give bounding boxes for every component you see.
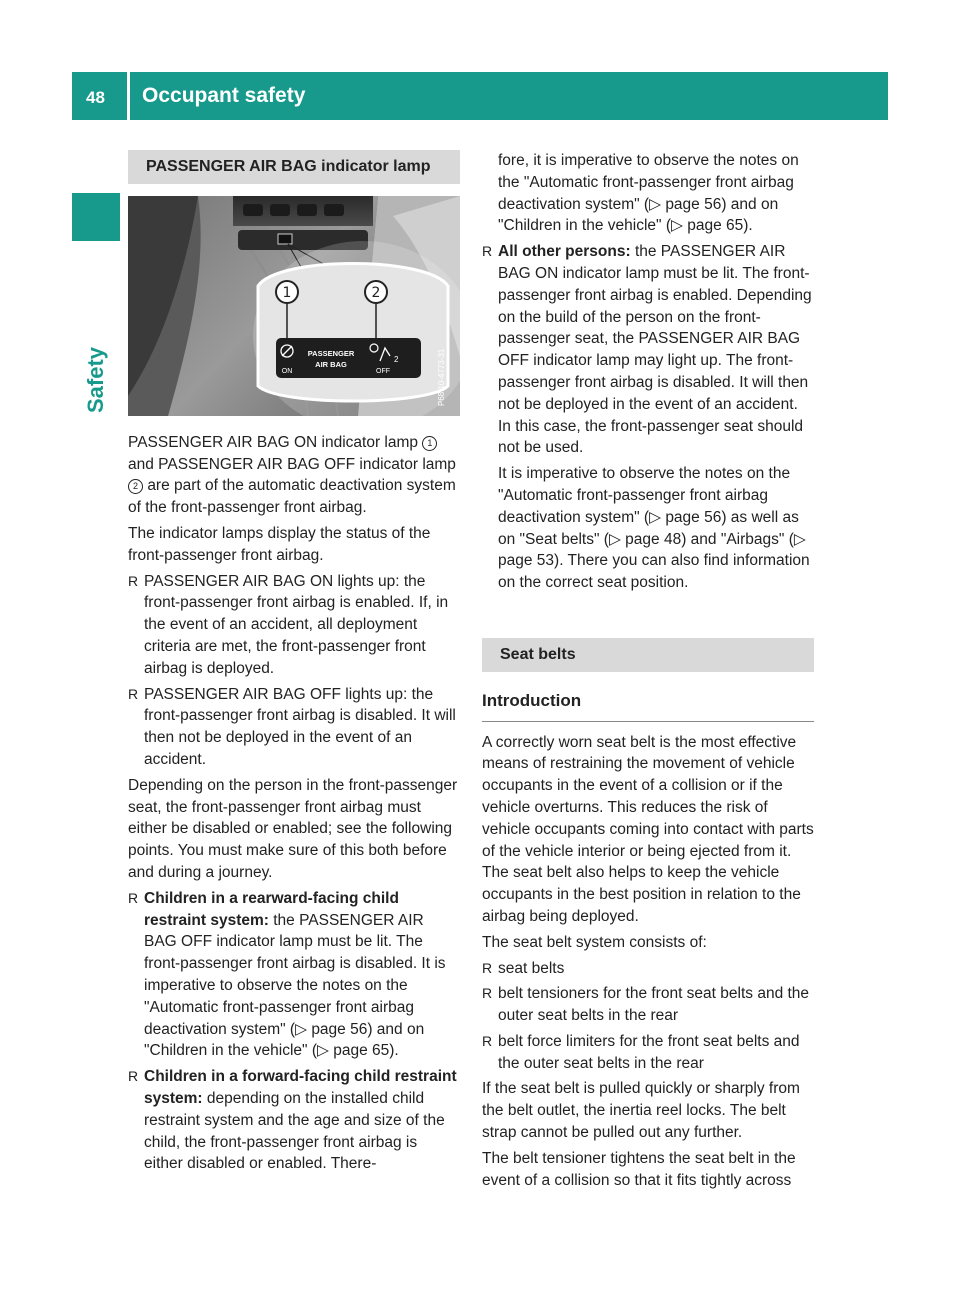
bullet-icon: R <box>128 889 139 906</box>
subheading-introduction: Introduction <box>482 684 814 722</box>
photo-off-label: OFF <box>376 367 390 375</box>
bullet-icon: R <box>482 985 493 1002</box>
photo-lamp-label-2: AIR BAG <box>315 359 347 369</box>
pulled-paragraph: If the seat belt is pulled quickly or sharply from the belt outlet, the inertia reel locks. The belt strap cannot be pulled out any further. <box>482 1080 800 1142</box>
list-item: R belt tensioners for the front seat belts and the outer seat belts in the rear <box>482 985 810 1025</box>
photo-on-label: ON <box>281 367 293 375</box>
status-paragraph: The indicator lamps display the status of the front-passenger front airbag. <box>128 524 431 564</box>
person-type-list <box>128 888 460 1175</box>
bullet-icon: R <box>482 243 493 260</box>
side-tab-label: Safety <box>83 346 108 414</box>
bullet-icon: R <box>128 685 139 702</box>
consists-of-paragraph: The seat belt system consists of: <box>482 933 707 951</box>
page-number: 48 <box>86 88 105 107</box>
intro-paragraph <box>128 432 460 519</box>
other-persons-list <box>482 241 814 459</box>
forward-continued-paragraph: fore, it is imperative to observe the notes on the "Automatic front-passenger front airbag deactivation system" (▷ page 56) and on "Children in the vehicle" (▷ page 65). <box>498 152 799 235</box>
indicator-lamp-photo <box>128 196 460 416</box>
list-item: R PASSENGER AIR BAG OFF lights up: the front-passenger front airbag is disabled. It will then not be deployed in the event of an accident. <box>128 685 456 768</box>
depending-paragraph: Depending on the person in the front-passenger seat, the front-passenger front airbag must either be disabled or enabled; see the following points. You must make sure of this both before and during a journey. <box>128 776 458 881</box>
section-heading-passenger-airbag: PASSENGER AIR BAG indicator lamp <box>128 150 460 184</box>
callout-1-icon: 1 <box>422 436 437 451</box>
list-item: R seat belts <box>482 958 814 980</box>
header-divider <box>127 72 130 120</box>
list-item: R Children in a rearward-facing child restraint system: the PASSENGER AIR BAG OFF indicator lamp must be lit. The front-passenger front airbag is disabled. It is imperative to observe the notes on the "Automatic front-passenger front airbag deactivation system" (▷ page 56) and on "Children in the vehicle" (▷ page 65). <box>128 889 446 1060</box>
side-tab-marker <box>72 193 120 241</box>
intro-text-c: are part of the automatic deactivation system of the front-passenger front airbag. <box>128 477 456 517</box>
intro-text-a: PASSENGER AIR BAG ON indicator lamp <box>128 433 419 451</box>
photo-callout-1: 1 <box>282 284 292 301</box>
seatbelt-system-list <box>482 958 814 1075</box>
lamp-status-list <box>128 571 460 771</box>
photo-image-code: P68.10-4773-31 <box>437 348 446 406</box>
photo-callout-2: 2 <box>371 284 381 301</box>
section-heading-seat-belts: Seat belts <box>482 638 814 672</box>
bullet-icon: R <box>482 959 493 976</box>
indicator-lamp-illustration <box>128 196 460 416</box>
photo-lamp-label-1: PASSENGER <box>307 348 355 358</box>
list-item: R Children in a forward-facing child restraint system: depending on the installed child restraint system and the age and size of the child, the front-passenger front airbag is either disabled or enabled. There- <box>128 1068 457 1173</box>
page-header <box>72 72 888 120</box>
tensioner-paragraph: The belt tensioner tightens the seat belt in the event of a collision so that it fits tightly across <box>482 1149 796 1189</box>
list-item: R PASSENGER AIR BAG ON lights up: the front-passenger front airbag is enabled. If, in the event of an accident, all deployment criteria are met, the front-passenger front airbag is deployed. <box>128 572 449 677</box>
intro-paragraph-seatbelt: A correctly worn seat belt is the most effective means of restraining the movement of vehicle occupants in the event of a collision or if the vehicle overturns. This reduces the risk of vehicle occupants coming into contact with parts of the vehicle interior or being ejected from it. The seat belt also helps to keep the vehicle occupants in the best position in relation to the airbag being deployed. <box>482 733 814 925</box>
bullet-icon: R <box>128 1068 139 1085</box>
photo-off-number: 2 <box>394 354 399 364</box>
left-column <box>128 150 460 1179</box>
list-item: R All other persons: the PASSENGER AIR BAG ON indicator lamp must be lit. The front-passenger front airbag is enabled. Depending on the build of the person on the front-passenger seat, the PASSENGER AIR BAG OFF indicator lamp may light up. The front-passenger front airbag is disabled. It will then not be deployed in the event of an accident. In this case, the front-passenger seat should not be used. <box>482 243 812 457</box>
bullet-icon: R <box>482 1032 493 1049</box>
callout-2-icon: 2 <box>128 479 143 494</box>
bullet-icon: R <box>128 572 139 589</box>
intro-text-b: and PASSENGER AIR BAG OFF indicator lamp <box>128 455 456 473</box>
list-item: R belt force limiters for the front seat belts and the outer seat belts in the rear <box>482 1032 800 1072</box>
notes-paragraph: It is imperative to observe the notes on the "Automatic front-passenger front airbag deactivation system" (▷ page 56) as well as on "Seat belts" (▷ page 48) and "Airbags" (▷ page 53). There you can also find information on the correct seat position. <box>498 465 810 592</box>
chapter-title: Occupant safety <box>142 84 306 107</box>
right-column <box>482 150 814 1195</box>
